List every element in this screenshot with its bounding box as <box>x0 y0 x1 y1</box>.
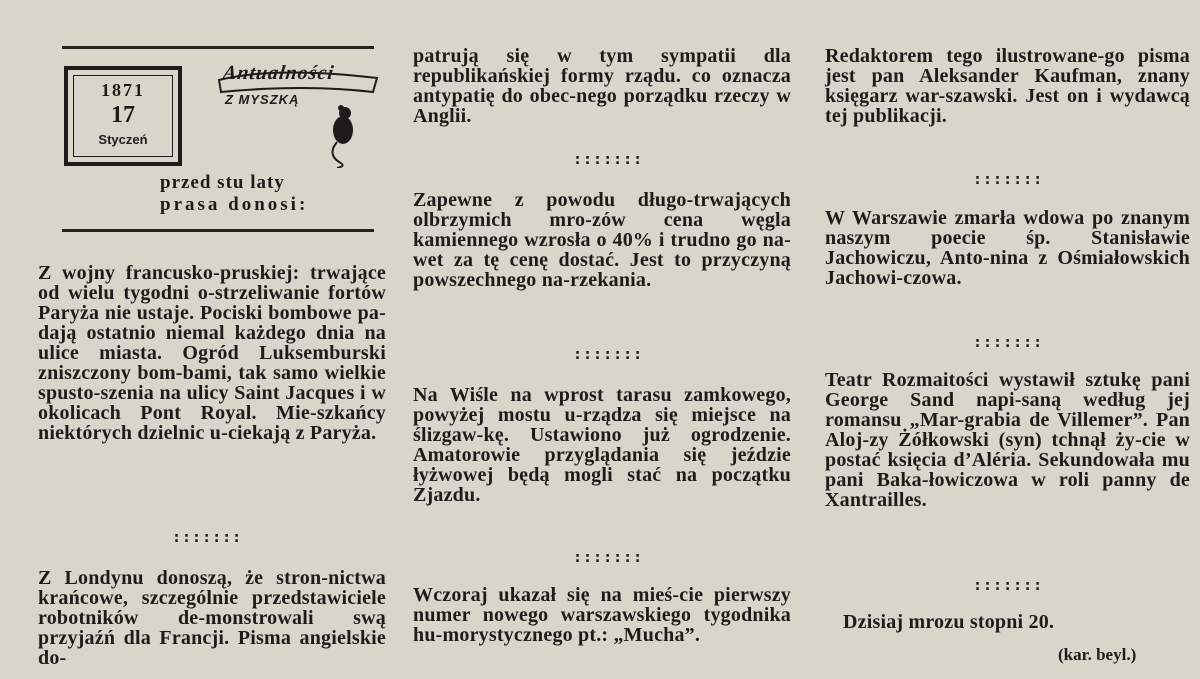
header-rule-top <box>62 46 374 49</box>
article-paragraph: Z wojny francusko-pruskiej: trwające od wielu tygodni o-strzeliwanie fortów Paryża nie ustaje. Pociski bombowe pa-dają ostatnio niemal każdego dnia na ulice miasta. Ogród Luksemburski zniszczony bom-bami, tak samo wielkie spusto-szenia na ulicy Saint Jacques i w okolicach Pont Royal. Mie-szkańcy niektórych dzielnic u-ciekają z Paryża. <box>38 262 386 444</box>
tagline-line-1: przed stu laty <box>160 172 285 193</box>
article-paragraph: Teatr Rozmaitości wystawił sztukę pani George Sand napi-saną według jej romansu „Mar-grabia de Villemer”. Pan Aloj-zy Żółkowski (syn) tchnął ży-cie w postać księcia d’Aléria. Sekundowała mu pani Baka-łowiczowa w roli panny de Xantrailles. <box>825 369 1190 511</box>
separator: ::::::: <box>973 170 1044 188</box>
separator: ::::::: <box>973 333 1044 351</box>
article-paragraph: Redaktorem tego ilustrowane-go pisma jest pan Aleksander Kaufman, znany księgarz war-szawski. Jest on i wydawcą tej publikacji. <box>825 45 1190 127</box>
header-rule-bottom <box>62 229 374 232</box>
article-paragraph: Dzisiaj mrozu stopni 20. <box>843 611 1055 633</box>
article-paragraph: patrują się w tym sympatii dla republikańskiej formy rządu. co oznacza antypatię do obec-nego porządku rzeczy w Anglii. <box>413 45 791 127</box>
date-year: 1871 <box>101 80 145 100</box>
logo-subtitle: Z MYSZKĄ <box>225 92 300 107</box>
separator: ::::::: <box>973 576 1044 594</box>
author-signature: (kar. beyl.) <box>1058 645 1137 664</box>
article-paragraph: Na Wiśle na wprost tarasu zamkowego, powyżej mostu u-rządza się miejsce na ślizgaw-kę. Ustawiono już ogrodzenie. Amatorowie przyglądania się jeździe łyżwowej będą mogli stać na początku Zjazdu. <box>413 384 791 506</box>
separator: ::::::: <box>573 548 644 566</box>
separator: ::::::: <box>172 528 243 546</box>
separator: ::::::: <box>573 150 644 168</box>
article-paragraph: Zapewne z powodu długo-trwających olbrzymich mro-zów cena węgla kamiennego wzrosła o 40% i trudno go na-wet za tę cenę dostać. Jest to przyczyną powszechnego na-rzekania. <box>413 189 791 291</box>
date-day: 17 <box>111 102 135 128</box>
article-paragraph: Wczoraj ukazał się na mieś-cie pierwszy numer nowego warszawskiego tygodnika hu-morystycznego pt.: „Mucha”. <box>413 584 791 646</box>
logo-title: Antualności <box>221 62 336 84</box>
column-logo <box>215 58 385 168</box>
tagline-line-2: prasa donosi: <box>160 194 309 215</box>
article-paragraph: W Warszawie zmarła wdowa po znanym naszym poecie śp. Stanisławie Jachowiczu, Anto-nina z Ośmiałowskich Jachowi-czowa. <box>825 207 1190 289</box>
article-paragraph: Z Londynu donoszą, że stron-nictwa krańcowe, szczególnie przedstawiciele robotników de-monstrowali swą przyjaźń dla Francji. Pisma angielskie do- <box>38 567 386 669</box>
date-box <box>64 66 182 166</box>
separator: ::::::: <box>573 345 644 363</box>
date-month: Styczeń <box>98 132 148 147</box>
